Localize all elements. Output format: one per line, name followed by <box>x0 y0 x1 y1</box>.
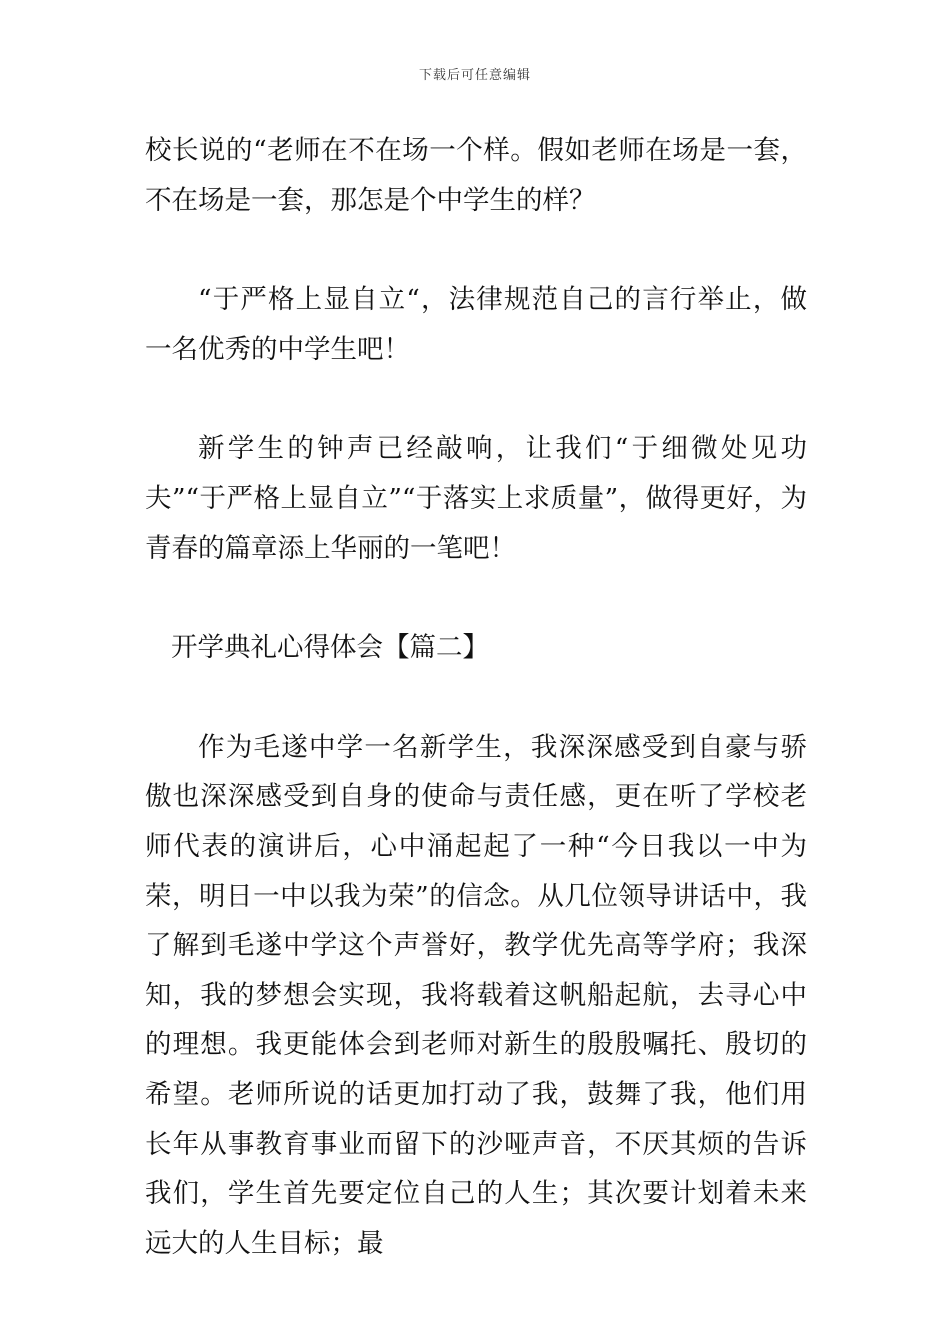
paragraph: 校长说的“老师在不在场一个样。假如老师在场是一套，不在场是一套，那怎是个中学生的样？ <box>145 135 807 216</box>
paragraph: 新学生的钟声已经敲响，让我们“于细微处见功夫”“于严格上显自立”“于落实上求质量”，做得更好，为青春的篇章添上华丽的一笔吧！ <box>145 433 807 564</box>
section-heading: 开学典礼心得体会【篇二】 <box>171 632 489 664</box>
paragraph: 作为毛遂中学一名新学生，我深深感受到自豪与骄傲也深深感受到自身的使命与责任感，更在听了学校老师代表的演讲后，心中涌起起了一种“今日我以一中为荣，明日一中以我为荣”的信念。从几位领导讲话中，我了解到毛遂中学这个声誉好，教学优先高等学府；我深知，我的梦想会实现，我将载着这帆船起航，去寻心中的理想。我更能体会到老师对新生的殷殷嘱托、殷切的希望。老师所说的话更加打动了我，鼓舞了我，他们用长年从事教育事业而留下的沙哑声音，不厌其烦的告诉我们，学生首先要定位自己的人生；其次要计划着未来远大的人生目标；最 <box>145 731 807 1259</box>
paragraph-gap <box>145 673 807 723</box>
paragraph-gap <box>145 374 807 424</box>
document-body <box>145 126 807 1268</box>
paragraph-gap <box>145 573 807 623</box>
paragraph: “于严格上显自立“，法律规范自己的言行举止，做一名优秀的中学生吧！ <box>145 284 807 365</box>
page-header: 下载后可任意编辑 <box>418 68 531 83</box>
paragraph-gap <box>145 225 807 275</box>
